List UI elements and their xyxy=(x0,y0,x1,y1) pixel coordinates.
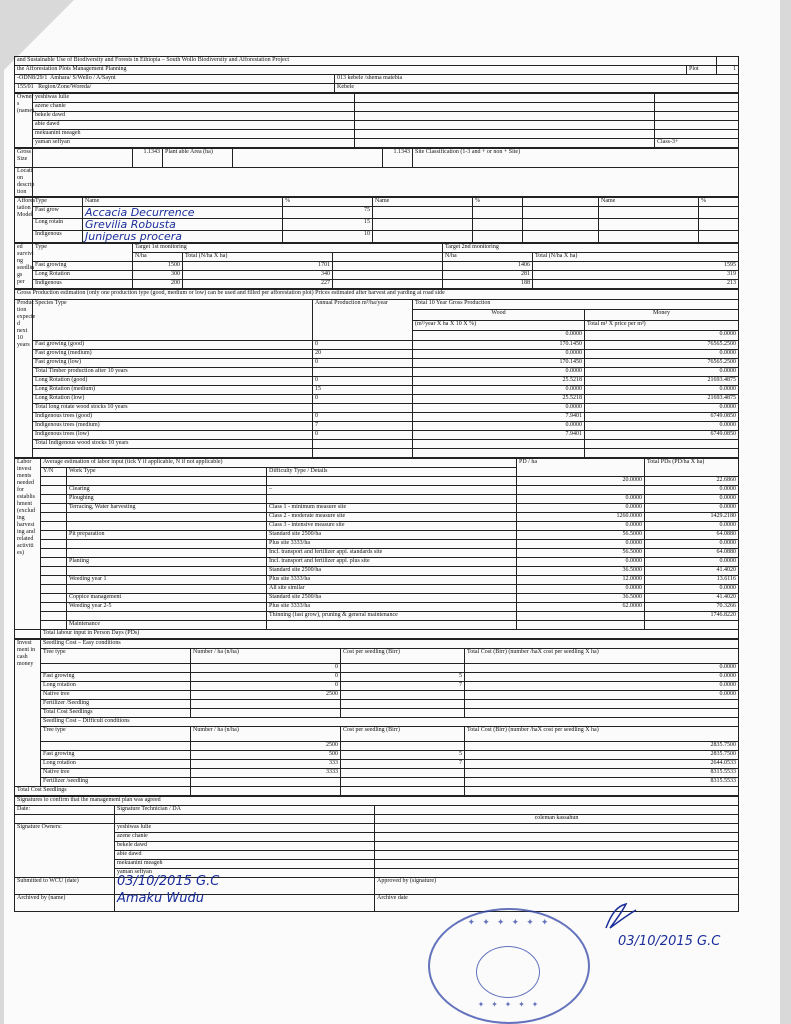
signatures-table: Signatures to confirm that the management plan was agreed Date: Signature Technician / DA coleman kassahun Signature Owners: yeshiwas lulie azene chanie bekele dawd abie dawd mekuanint meageh yaman sefiyan Submitted to WCU (date) 03/10/2015 G.C Approved by (signature) Archived by (name) Amaku Wudu Archive date xyxy=(14,796,739,912)
kebele-name: 013 kebele /shema matebia xyxy=(335,75,739,84)
archive-date-label: Archive date xyxy=(375,895,739,912)
afforestation-plot-form xyxy=(14,56,738,966)
species-handwritten: Grevilia Robusta xyxy=(83,219,283,231)
production-table: Gross Production estimation (only one production type (good, medium or low) can be used and filled per afforestation plot) Prices estimated after harvest and yarding at road side Produc tion expecte d next 10 years Species Type Annual Production m³/ha/year Total 10 Year Gross Production Wood Money (m³/year X ha X 10 X %) Total m³ X price per m³) 0.0000 0.0000 Fast growing (good) 0 170.1450 76565.2500 Fast growing (medium) 20 0.0000 0.0000 Fast growing (low) 0 170.1450 76565.2500 Total Timber production after 10 years 0.0000 0.0000 Long Rotation (good) 0 25.5218 21693.4875 Long Rotation (medium) 15 0.0000 0.0000 Long Rotation (low) 0 25.5218 21693.4875 Total long rotate wood stocks 10 years 0.0000 0.0000 Indigenous trees (good) 0 7.9401 6749.0850 Indigenous trees (medium) 7 0.0000 0.0000 Indigenous trees (low) 0 7.9401 6749.0850 Total Indigenous wood stocks 10 years xyxy=(14,289,739,458)
approval-signature xyxy=(604,902,638,932)
production-note: Gross Production estimation (only one production type (good, medium or low) can be used and filled per afforestation plot) Prices estimated after harvest and yarding at road side xyxy=(15,290,739,300)
owner-name: mekuanint meageh xyxy=(33,130,355,139)
owners-table xyxy=(14,93,739,148)
official-stamp xyxy=(428,908,590,1024)
plot-number: 1 xyxy=(717,66,739,75)
gross-ha: 1.1343 xyxy=(133,149,163,168)
project-title: and Sustainable Use of Biodiversity and Forests in Ethiopia – South Wollo Biodiversity and Afforestation Project xyxy=(15,57,717,66)
archived-by-name: Amaku Wudu xyxy=(115,895,375,912)
labor-label: Labor invest ments needed for establis hment (exclud ing harvest ing and related activiti es) xyxy=(15,459,41,630)
seedling-cost-easy-table: Invest ment in cash money Seedling Cost – Easy conditions Tree type Number / ha (n/ha) Cost per seedling (Birr) Total Cost (Birr) (number /haX cost per seedling X ha) 0 0.0000 Fast growing 0 5 0.0000 Long rotation 0 7 0.0000 Native tree 2500 0.0000 Fertilizer /Seedling Total Cost Seedlings Seedling Cost – Difficult conditions Tree type Number / ha (n/ha) Cost per seedling (Birr) Total Cost (Birr) (number /haX cost per seedling X ha) 2500 2835.7500 Fast growing 500 5 2835.7500 Long rotation 333 7 2644.0533 Native tree 3333 8315.5533 Fertilizer /seedling 8315.5533 Total Cost Seedlings xyxy=(14,639,739,796)
production-label: Produc tion expecte d next 10 years xyxy=(15,300,33,458)
afforestation-label: Affores tation Model xyxy=(15,198,33,243)
plan-title: the Afforestation Plots Management Planning xyxy=(15,66,687,75)
investment-label: Invest ment in cash money xyxy=(15,640,41,787)
owner-name: yeshiwas lulie xyxy=(33,94,355,103)
surviving-label: ed survivi ng seedlin gs per xyxy=(15,244,33,289)
labor-table: Labor invest ments needed for establis hment (exclud ing harvest ing and related activiti es) Average estimation of labor input (tick Y if applicable, N if not applicable) PD / ha Total PDs (PD/ha X ha) Y/N Work Type Difficulty Type / Details 20.0000 22.6860 Clearing – 0.0000 Ploughing 0.0000 0.0000 Terracing, Water harvesting Class 1 - minimum measure site 0.0000 0.0000 Class 2 - moderate measure site 1260.0000 1429.2180 Class 3 - intensive measure site 0.0000 0.0000 Pit preparation Standard site 2500/ha 56.5000 64.0880 Plus site 3333/ha 0.0000 0.0000 Incl. transport and fertilizer appl. standards site 56.5000 64.0880 Planting Incl. transport and fertilizer appl. plus site 0.0000 0.0000 Standard site 2500/ha 36.5000 41.4020 Weeding year 1 Plus site 3333/ha 12.0000 13.6116 All site similar 0.0000 0.0000 Coppice management Standard site 2500/ha 36.5000 41.4020 Weeding year 2-5 Plus site 3333/ha 62.0000 70.3266 Thinning (fast grow), pruning & general maintenance 1746.8220 Maintenance Total labour input in Person Days (PDs) xyxy=(14,458,739,639)
stamp-text-top: ✦ ✦ ✦ ✦ ✦ ✦ xyxy=(467,918,551,928)
gross-size-table xyxy=(14,148,739,197)
gross-size-label: Gross Size xyxy=(15,149,33,168)
plot-location: -ODN8/29/1 Amhara/ S/Wello / A/Saynt xyxy=(15,75,335,84)
afforestation-model-table: Affores tation Model Type Name % Name % Name % Fast grow Accacia Decurrence 75 Long rotatn Grevilia Robusta 15 Indigenous Juniperus procera 10 xyxy=(14,197,739,243)
surviving-seedlings-table: ed survivi ng seedlin gs per Type Target 1st monitoring Target 2nd monitoring N/ha Total (N/ha X ha) N/ha Total (N/ha X ha) Fast growing 1500 1701 1406 1595 Long Rotation 300 340 281 319 Indigenous 200 227 188 213 xyxy=(14,243,739,289)
region-row: 155/01 Region/Zone/Woreda/ xyxy=(15,84,335,93)
header-table xyxy=(14,56,739,93)
submitted-date: 03/10/2015 G.C xyxy=(115,878,375,895)
target-first-monitoring: Target 1st monitoring xyxy=(133,244,443,253)
stamp-text-bottom: ✦ ✦ ✦ ✦ ✦ xyxy=(477,1000,541,1009)
class-label: Class-3+ xyxy=(655,139,739,148)
archive-date-handwritten: 03/10/2015 G.C xyxy=(618,934,721,949)
signature-owners-label: Signature Owners: xyxy=(15,824,115,878)
site-classification-label: Site Classification (1-3 and + or non + Site) xyxy=(413,149,739,168)
plantable-ha: 1.1343 xyxy=(383,149,413,168)
species-handwritten: Accacia Decurrence xyxy=(83,207,283,219)
kebele-label: Kebele xyxy=(335,84,739,93)
signatures-confirm: Signatures to confirm that the management plan was agreed xyxy=(15,797,739,806)
owner-name: bekele dawd xyxy=(33,112,355,121)
stamp-emblem xyxy=(476,946,540,998)
owner-name: yaman sefiyan xyxy=(33,139,355,148)
total-labour-label: Total labour input in Person Days (PDs) xyxy=(41,630,739,639)
approved-by-label: Approved by (signature) xyxy=(375,878,739,895)
target-second-monitoring: Target 2nd monitoring xyxy=(443,244,739,253)
labor-header: Average estimation of labor input (tick Y if applicable, N if not applicable) xyxy=(41,459,517,468)
plantable-label: Plant able Area (ha) xyxy=(163,149,233,168)
technician-name: coleman kassahun xyxy=(375,815,739,824)
location-description-label: Locati on descrip tion xyxy=(15,168,33,197)
owner-name: azene chanie xyxy=(33,103,355,112)
plot-label: Plot xyxy=(687,66,717,75)
owner-name: abie dawd xyxy=(33,121,355,130)
owners-label: Owner s (name) xyxy=(15,94,33,148)
species-handwritten: Juniperus procera xyxy=(83,231,283,243)
